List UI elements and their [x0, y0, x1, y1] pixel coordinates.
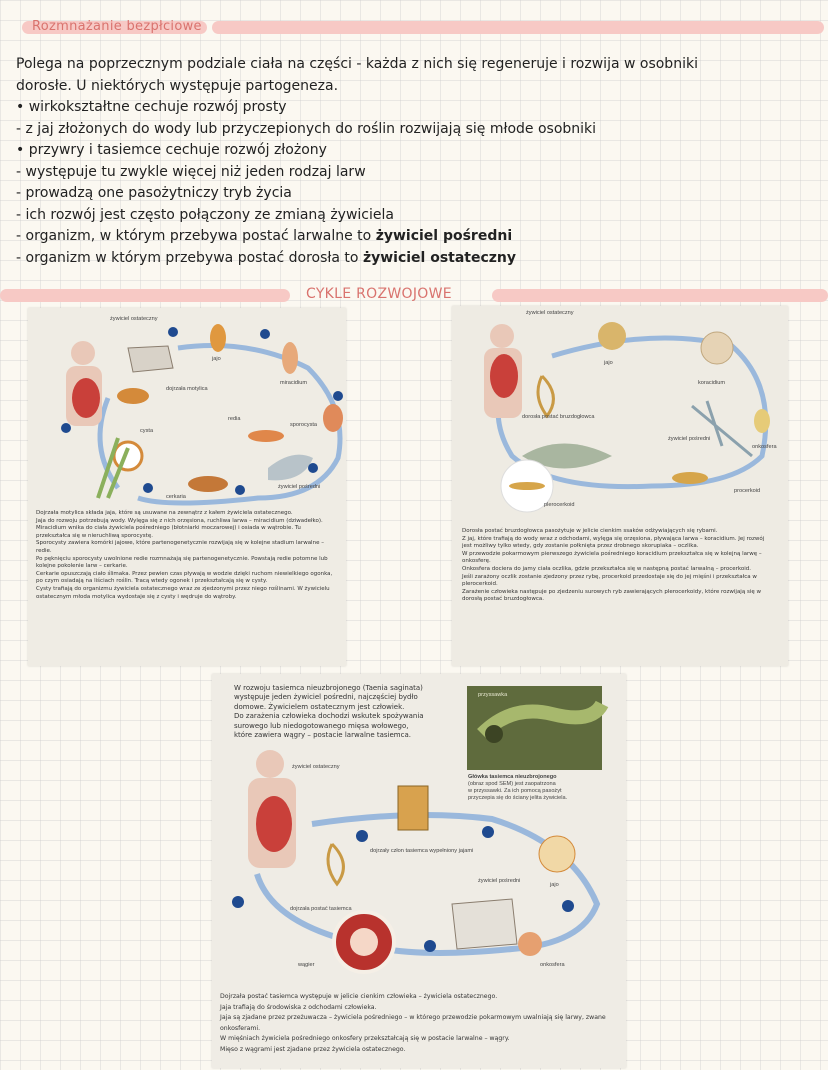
note-line: • przywry i tasiemce cechuje rozwój złożony [16, 142, 327, 158]
section-title-cycles: CYKLE ROZWOJOWE [306, 286, 452, 302]
intro-line: domowe. Żywicielem ostatecznym jest człowiek. [234, 702, 405, 711]
note-text: - organizm, w którym przebywa postać larwalne to [16, 228, 376, 244]
caption: Cysty trafiają do organizmu żywiciela ostatecznego wraz ze zjedzonymi przez niego roślinami. W żywicielu ostatecznym młoda motylica wydostaje się z cysty i wędruje do wątroby. [36, 585, 330, 600]
beef-tapeworm-captions [220, 992, 618, 1055]
adult-fluke-illustration [117, 388, 149, 404]
human-figure [484, 324, 522, 418]
step-2-marker [260, 329, 270, 339]
human-figure [66, 341, 102, 426]
step-5-marker [232, 896, 244, 908]
note-line-definitive-host [16, 248, 716, 270]
step-6-marker [143, 483, 153, 493]
label-onchosphere: onkosfera [752, 444, 777, 450]
step-2-marker [482, 826, 494, 838]
label-host: żywiciel ostateczny [292, 764, 340, 770]
intro-line: Do zarażenia człowieka dochodzi wskutek spożywania [234, 712, 424, 721]
human-figure [248, 750, 296, 868]
note-line: • wirkokształtne cechuje rozwój prosty [16, 99, 287, 115]
miracidium-illustration [282, 342, 298, 374]
fluke-cycle-diagram [28, 308, 346, 666]
step-3-marker [562, 900, 574, 912]
cyst-illustration [114, 442, 142, 470]
section-highlight-right [492, 289, 828, 302]
caption: W mięśniach żywiciela pośredniego onkosfery przekształcają się w postacie larwalne – wągry. [220, 1035, 510, 1042]
broad-tapeworm-diagram [452, 306, 788, 666]
label-cyst: cysta [140, 428, 154, 434]
inset-caption: w przyssawki. Za ich pomocą pasożyt [468, 788, 562, 794]
caption: Dojrzała postać tasiemca występuje w jelicie cienkim człowieka – żywiciela ostatecznego. [220, 993, 498, 1000]
note-line: dorosłe. U niektórych występuje partogeneza. [16, 77, 339, 94]
intro-line: W rozwoju tasiemca nieuzbrojonego (Taenia saginata) [234, 684, 423, 692]
caption: Zarażenie człowieka następuje po zjedzeniu surowych ryb zawierających plerocerkoidy, które rozwijają się w dorosłą postać bruzdogłowca. [462, 588, 761, 603]
label-procercoid: procerkoid [734, 488, 761, 494]
step-1-marker [168, 327, 178, 337]
cow-illustration [128, 346, 173, 372]
cow-illustration [452, 899, 517, 949]
intro-line: które zawiera wągry – postacie larwalne tasiemca. [234, 731, 411, 740]
label-cysticercus: wągier [298, 962, 315, 968]
note-line: - prowadzą one pasożytniczy tryb życia [16, 185, 292, 201]
onchosphere-illustration [518, 932, 542, 956]
caption: Jaja do rozwoju potrzebują wody. Wylęga się z nich orzęsiona, ruchliwa larwa – miracidium (dziwadełko). [36, 517, 323, 524]
caption: Dojrzała motylica składa jaja, które są usuwane na zewnątrz z kałem żywiciela ostatecznego. [36, 510, 293, 516]
intro-line: surowego lub niedogotowanego mięsa wołowego, [234, 721, 409, 730]
note-line: - z jaj złożonych do wody lub przyczepionych do roślin rozwijają się młode osobniki [16, 120, 597, 137]
caption: Dorosła postać bruzdogłowca pasożytuje w jelicie cienkim ssaków odżywiających się rybami. [462, 528, 718, 534]
header-highlight-right [212, 21, 824, 34]
note-text: - organizm w którym przebywa postać dorosła to [16, 249, 363, 266]
cycle-arrow [257, 815, 597, 953]
caption: W przewodzie pokarmowym pierwszego żywiciela pośredniego koracidium przekształca się w kolejną larwę – onkosferę. [462, 550, 762, 565]
step-3-marker [333, 391, 343, 401]
sucker-icon [485, 725, 503, 743]
label-adult: dojrzała postać tasiemca [290, 906, 352, 912]
note-line: Polega na poprzecznym podziale ciała na części - każda z nich się regeneruje i rozwija w osobniki [16, 56, 698, 72]
caption: Miracidium wnika do ciała żywiciela pośredniego (błotniarki moczarowej) i osiada w wątrobie. Tu przekształca się w nieruchliwą sporocystę. [36, 525, 301, 539]
label-sucker: przyssawka [478, 692, 508, 698]
caption: Z jaj, które trafiają do wody wraz z odchodami, wylęga się orzęsiona, pływająca larwa – koracidium. Jej rozwój jest możliwy tylko wtedy, gdy zostanie połknięta przez drobnego skorupiaka – oczlika. [462, 535, 765, 550]
photo-fluke-cycle [28, 308, 346, 666]
label-egg: jajo [604, 360, 613, 366]
caption: Mięso z wągrami jest zjadane przez żywiciela ostatecznego. [220, 1045, 406, 1053]
label-onchosphere: onkosfera [540, 962, 565, 968]
label-cercaria: cerkaria [166, 494, 186, 500]
label-adult: dorosła postać bruzdogłowca [522, 414, 595, 420]
label-intermediate1: żywiciel pośredni [668, 436, 711, 442]
adult-worm-illustration [538, 376, 553, 416]
procercoid-illustration [672, 472, 708, 484]
fluke-captions [36, 510, 336, 601]
inset-caption: przyczepia się do ściany jelita żywiciela. [468, 795, 568, 801]
egg-illustration [210, 324, 226, 352]
step-7-marker [61, 423, 71, 433]
notes-block [16, 54, 716, 269]
label-sporocyst: sporocysta [290, 422, 318, 428]
label-proglottid: dojrzały człon tasiemca wypełniony jajami [370, 848, 474, 854]
onchosphere-illustration [754, 409, 770, 433]
step-5-marker [235, 485, 245, 495]
sporocyst-illustration [323, 404, 343, 432]
photo-beef-tapeworm-cycle [212, 674, 626, 1068]
inset-caption: (obraz spod SEM) jest zaopatrzona [468, 781, 556, 787]
adult-tapeworm-illustration [328, 844, 343, 884]
intro-line: występuje jeden żywiciel pośredni, najczęściej bydło [234, 693, 418, 702]
label-intermediate: żywiciel pośredni [278, 484, 321, 490]
egg-illustration [598, 322, 626, 350]
label-coracidium: koracidium [698, 380, 726, 386]
photo-tapeworm-fish-cycle [452, 306, 788, 666]
term-intermediate-host: żywiciel pośredni [375, 228, 513, 244]
caption: Jaja są zjadane przez przeżuwacza – żywiciela pośredniego – w którego przewodzie pokarmowym uwalniają się larwy, zwane onkosferami. [220, 1014, 606, 1032]
note-line: - występuje tu zwykle więcej niż jeden rodzaj larw [16, 163, 366, 180]
egg-illustration [539, 836, 575, 872]
cercaria-illustration [188, 476, 228, 492]
label-host: żywiciel ostateczny [110, 316, 158, 322]
label-host: żywiciel ostateczny [526, 310, 574, 316]
coracidium-illustration [701, 332, 733, 364]
plerocercoid-illustration [509, 482, 545, 490]
label-egg: jajo [212, 356, 221, 362]
section-highlight-left [0, 289, 290, 302]
caption: Onkosfera dociera do jamy ciała oczlika, gdzie przekształca się w następną postać larwalną – procerkoid. [462, 565, 751, 572]
caption: Sporocysty zawiera komórki jajowe, które partenogenetycznie rozwijają się w kolejne stadium larwalne – redie. [36, 540, 324, 554]
label-adult: dojrzała motylica [166, 386, 208, 392]
caption: Cerkarie opuszczają ciało ślimaka. Przez pewien czas pływają w wodzie dzięki ruchom niewielkiego ogonka, po czym osiadają na liściach roślin. Tracą wtedy ogonek i przekształcają się w cysty. [36, 570, 333, 585]
caption: Jeśli zarażony oczlik zostanie zjedzony przez rybę, procerkoid przedostaje się do jej mięśni i przekształca w plerocerkoid. [462, 573, 757, 588]
cysticercus-core [350, 928, 378, 956]
inset-caption: Główka tasiemca nieuzbrojonego [468, 774, 557, 780]
snail-illustration [268, 455, 313, 481]
label-egg: jajo [550, 882, 559, 888]
caption: Jaja trafiają do środowiska z odchodami człowieka. [220, 1003, 377, 1011]
label-plerocercoid: plerocerkoid [544, 502, 575, 508]
label-intermediate: żywiciel pośredni [478, 878, 521, 884]
label-miracidium: miracidium [280, 380, 308, 386]
label-redia: redia [228, 416, 241, 422]
step-4-marker [424, 940, 436, 952]
caption: Po pęknięciu sporocysty uwolnione redie rozmnażają się partenogenetycznie. Powstają redie potomne lub kolejne pokolenie larw – cerkarie. [36, 555, 328, 570]
step-1-marker [356, 830, 368, 842]
note-line: - ich rozwój jest często połączony ze zmianą żywiciela [16, 206, 394, 223]
redia-illustration [248, 430, 284, 442]
term-definitive-host: żywiciel ostateczny [362, 249, 517, 266]
step-4-marker [308, 463, 318, 473]
page-title: Rozmnażanie bezpłciowe [32, 19, 202, 34]
proglottid-illustration [398, 786, 428, 830]
copepod-illustration [692, 401, 752, 456]
broad-tapeworm-captions [462, 528, 772, 604]
note-line-intermediate-host [16, 226, 716, 248]
